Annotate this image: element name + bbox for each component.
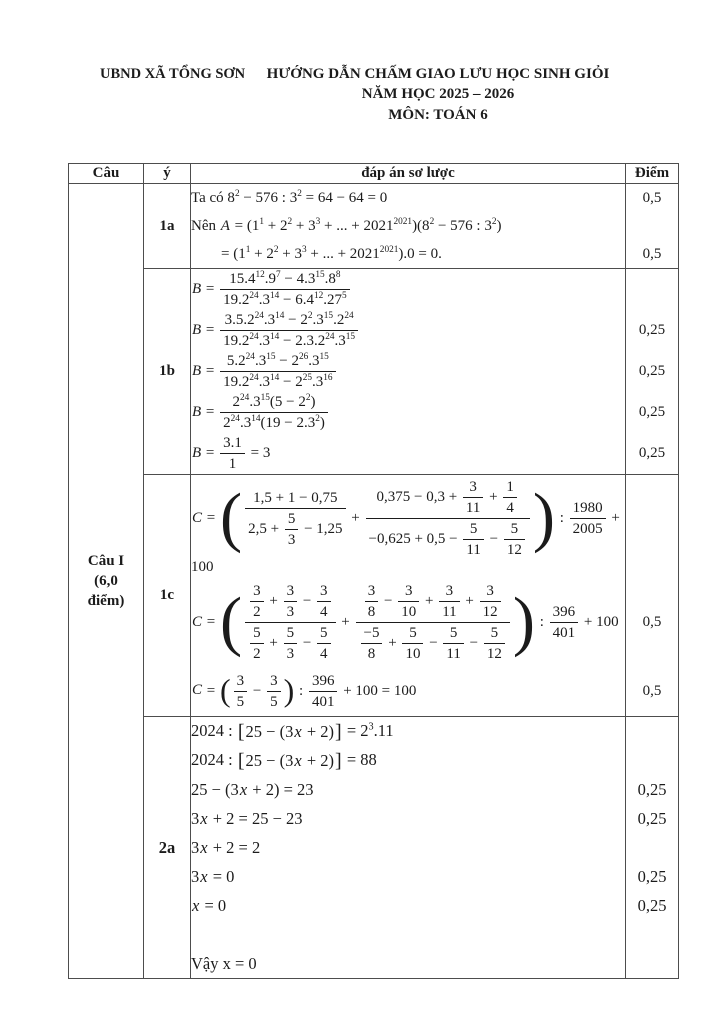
answer-cell — [191, 392, 626, 433]
math-expression: 3x + 2 = 2 — [191, 837, 261, 857]
point-value: 0,25 — [626, 862, 679, 891]
close-paren: ) — [283, 673, 295, 708]
math-expression: 2024 : [ 25 − (3x + 2) ] = 88 — [191, 749, 377, 773]
col-header-cau: Câu — [69, 164, 144, 184]
item-id-2a: 2a — [144, 717, 191, 979]
open-bracket: [ — [237, 750, 245, 773]
point-value: 0,25 — [626, 804, 679, 833]
answer-cell — [191, 666, 626, 717]
document-title-block — [263, 64, 613, 125]
item-id-1c: 1c — [144, 475, 191, 717]
math-expression: B = $\frac{3.1}{1}$ = 3 — [192, 435, 271, 472]
math-expression — [191, 920, 625, 949]
math-expression: 2024 : [ 25 − (3x + 2) ] = $2^3.11$ — [191, 720, 394, 744]
answer-cell — [191, 862, 626, 891]
point-value — [626, 920, 679, 949]
answer-cell — [191, 891, 626, 920]
close-paren: ) — [532, 481, 555, 555]
math-expression: Vậy x = 0 — [191, 953, 257, 973]
point-value: 0,25 — [626, 351, 679, 392]
col-header-y: ý — [144, 164, 191, 184]
answer-cell — [191, 579, 626, 666]
answer-cell — [191, 212, 626, 240]
table-row — [69, 717, 679, 747]
point-value — [626, 949, 679, 979]
open-bracket: [ — [237, 721, 245, 744]
answer-table — [68, 163, 679, 979]
math-expression: 25 − (3x + 2) = 23 — [191, 779, 314, 799]
math-expression: B = $\frac{15.4^{12}.9^7 - 4.3^{15}.8^8}{19.2^{24}.3^{14} - 6.4^{12}.27^5}$ — [191, 269, 625, 310]
math-expression: 3x + 2 = 25 − 23 — [191, 808, 303, 828]
item-id-1b: 1b — [144, 269, 191, 475]
point-value: 0,25 — [626, 891, 679, 920]
point-value — [626, 269, 679, 311]
point-value — [626, 746, 679, 775]
answer-cell — [191, 351, 626, 392]
item-id-1a: 1a — [144, 184, 191, 269]
point-value: 0,25 — [626, 775, 679, 804]
close-bracket: ] — [335, 721, 342, 744]
point-value: 0,5 — [626, 579, 679, 666]
table-header-row — [69, 164, 679, 184]
math-expression: x = 0 — [192, 895, 227, 915]
close-bracket: ] — [335, 750, 342, 773]
point-value: 0,5 — [626, 240, 679, 269]
table-row — [69, 475, 679, 580]
math-expression: Ta có $8^2 - 576$ : $3^2 = 64 - 64 = 0$ — [191, 188, 388, 206]
question-group-label: Câu I (6,0 điểm) — [69, 184, 144, 979]
answer-table-body — [69, 184, 679, 979]
open-paren: ( — [219, 585, 243, 659]
math-expression: C = ( $\frac{3}{5}$ − $\frac{3}{5}$ ) : $\frac{396}{401}$ + 100 = 100 — [192, 672, 417, 710]
table-row — [69, 269, 679, 311]
point-value — [626, 475, 679, 580]
math-expression: 3x = 0 — [191, 866, 235, 886]
document-title: HƯỚNG DẪN CHẤM GIAO LƯU HỌC SINH GIỎI — [266, 66, 610, 82]
answer-cell — [191, 310, 626, 351]
school-year: NĂM HỌC 2025 – 2026 — [361, 86, 515, 103]
answer-cell — [191, 240, 626, 269]
point-value — [626, 212, 679, 240]
point-value: 0,5 — [626, 184, 679, 213]
answer-cell — [191, 433, 626, 475]
col-header-dapan: đáp án sơ lược — [191, 164, 626, 184]
issuing-org: UBND XÃ TỔNG SƠN — [100, 66, 246, 82]
answer-cell — [191, 833, 626, 862]
answer-cell — [191, 269, 626, 311]
answer-cell — [191, 775, 626, 804]
answer-cell — [191, 920, 626, 949]
math-expression: Nên $A = (1^1 + 2^2 + 3^3$ + ... + $2021^{2021})(8^2 - 576$ : $3^2$) — [191, 216, 502, 234]
answer-cell — [191, 184, 626, 213]
point-value: 0,25 — [626, 433, 679, 475]
math-expression: B = $\frac{5.2^{24}.3^{15} - 2^{26}.3^{15}}{19.2^{24}.3^{14} - 2^{25}.3^{16}}$ — [191, 351, 625, 392]
answer-cell — [191, 804, 626, 833]
point-value: 0,5 — [626, 666, 679, 717]
answer-cell — [191, 475, 626, 580]
math-expression: B = $\frac{2^{24}.3^{15}(5 - 2^2)}{2^{24}.3^{14}(19 - 2.3^2)}$ — [191, 392, 625, 433]
open-paren: ( — [219, 481, 243, 555]
subject: MÔN: TOÁN 6 — [388, 106, 488, 123]
open-paren: ( — [219, 673, 231, 708]
answer-cell — [191, 746, 626, 775]
math-expression: C = ( 1,5 + 1 − 0,75 2,5 + $\frac{5}{3}$ − 1,25 + 0,375 − 0,3 + $\frac{3}{11}$ + $\frac{1}{4}$ −0,625 + 0,5 − $\frac{5}{11}$ − $\frac{5}{12}$ ) : $\frac{1980}{2005}$ + 100 — [191, 479, 620, 575]
point-value — [626, 833, 679, 862]
point-value: 0,25 — [626, 310, 679, 351]
math-expression: C = ( $\frac{3}{2}$ + $\frac{3}{3}$ − $\frac{3}{4}$ $\frac{5}{2}$ + $\frac{5}{3}$ − $\frac{5}{4}$ + $\frac{3}{8}$ − $\frac{3}{10}$ + $\frac{3}{11}$ + $\frac{3}{12}$ $\frac{-5}{8}$ + $\frac{5}{10}$ − $\frac{5}{11}$ − $\frac{5}{12}$ ) : $\frac{396}{401}$ + 100 — [192, 583, 619, 662]
math-expression: = ($1^1 + 2^2 + 3^3$ + ... + $2021^{2021}).0 = 0$. — [191, 244, 442, 262]
answer-cell — [191, 717, 626, 747]
point-value — [626, 717, 679, 747]
answer-cell — [191, 949, 626, 979]
math-expression: B = $\frac{3.5.2^{24}.3^{14} - 2^2.3^{15}.2^{24}}{19.2^{24}.3^{14} - 2.3.2^{24}.3^{15}}$ — [191, 310, 625, 351]
table-row — [69, 184, 679, 213]
col-header-diem: Điểm — [626, 164, 679, 184]
point-value: 0,25 — [626, 392, 679, 433]
close-paren: ) — [512, 585, 535, 659]
